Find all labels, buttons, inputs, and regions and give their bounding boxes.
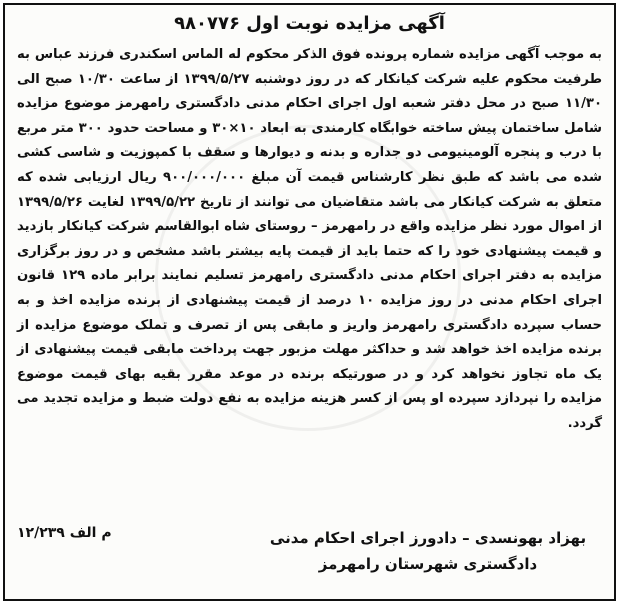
auction-notice [3, 3, 616, 601]
notice-body: به موجب آگهی مزایده شماره پرونده فوق الذکر محکوم له الماس اسکندری فرزند عباس به طرفیت محکوم علیه شرکت کیانکار که در روز دوشنبه ۱۳۹۹/۵/۲۷ از ساعت ۱۰/۳۰ صبح الی ۱۱/۳۰ صبح در محل دفتر شعبه اول اجرای احکام مدنی دادگستری رامهرمز موضوع مزایده شامل ساختمان پیش ساخته خوابگاه کارمندی به ابعاد ۱۰×۳۰ و مساحت حدود ۳۰۰ متر مربع با درب و پنجره آلومینیومی دو جداره و بدنه و دیوارها و سقف با کمپوزیت و شاسی کشی شده می باشد که طبق نظر کارشناس قیمت آن مبلغ ۹۰۰/۰۰۰/۰۰۰ ریال ارزیابی شده که متعلق به شرکت کیانکار می باشد متقاضیان می توانند از تاریخ ۱۳۹۹/۵/۲۲ لغایت ۱۳۹۹/۵/۲۶ از اموال مورد نظر مزایده واقع در رامهرمز – روستای شاه ابوالقاسم شرکت کیانکار بازدید و قیمت پیشنهادی خود را که حتما باید از قیمت پایه بیشتر باشد مشخص و در روز برگزاری مزایده به دفتر اجرای احکام مدنی دادگستری رامهرمز تسلیم نمایند برابر ماده ۱۲۹ قانون اجرای احکام مدنی در روز مزایده ۱۰ درصد از قیمت پیشنهادی از برنده مزایده اخذ و به حساب سپرده دادگستری رامهرمز واریز و مابقی پس از تصرف و تملک موضوع مزایده از برنده مزایده اخذ خواهد شد و حداکثر مهلت مزبور جهت پرداخت مابقی قیمت پیشنهادی از یک ماه تجاوز نخواهد کرد و در صورتیکه برنده در موعد مقرر بقیه بهای قیمت موضوع مزایده را نپردازد سپرده او پس از کسر هزینه مزایده به نفع دولت ضبط و مزایده تجدید می گردد. [17, 47, 603, 431]
signature-name-title: بهزاد بهونسدی – دادورز اجرای احکام مدنی [269, 529, 587, 547]
signature-block [258, 525, 598, 577]
reference-number: م الف ۱۲/۲۳۹ [17, 525, 112, 541]
signature-court: دادگستری شهرستان رامهرمز [318, 555, 538, 573]
notice-title: آگهی مزایده نوبت اول ۹۸۰۷۷۶ [174, 13, 445, 34]
